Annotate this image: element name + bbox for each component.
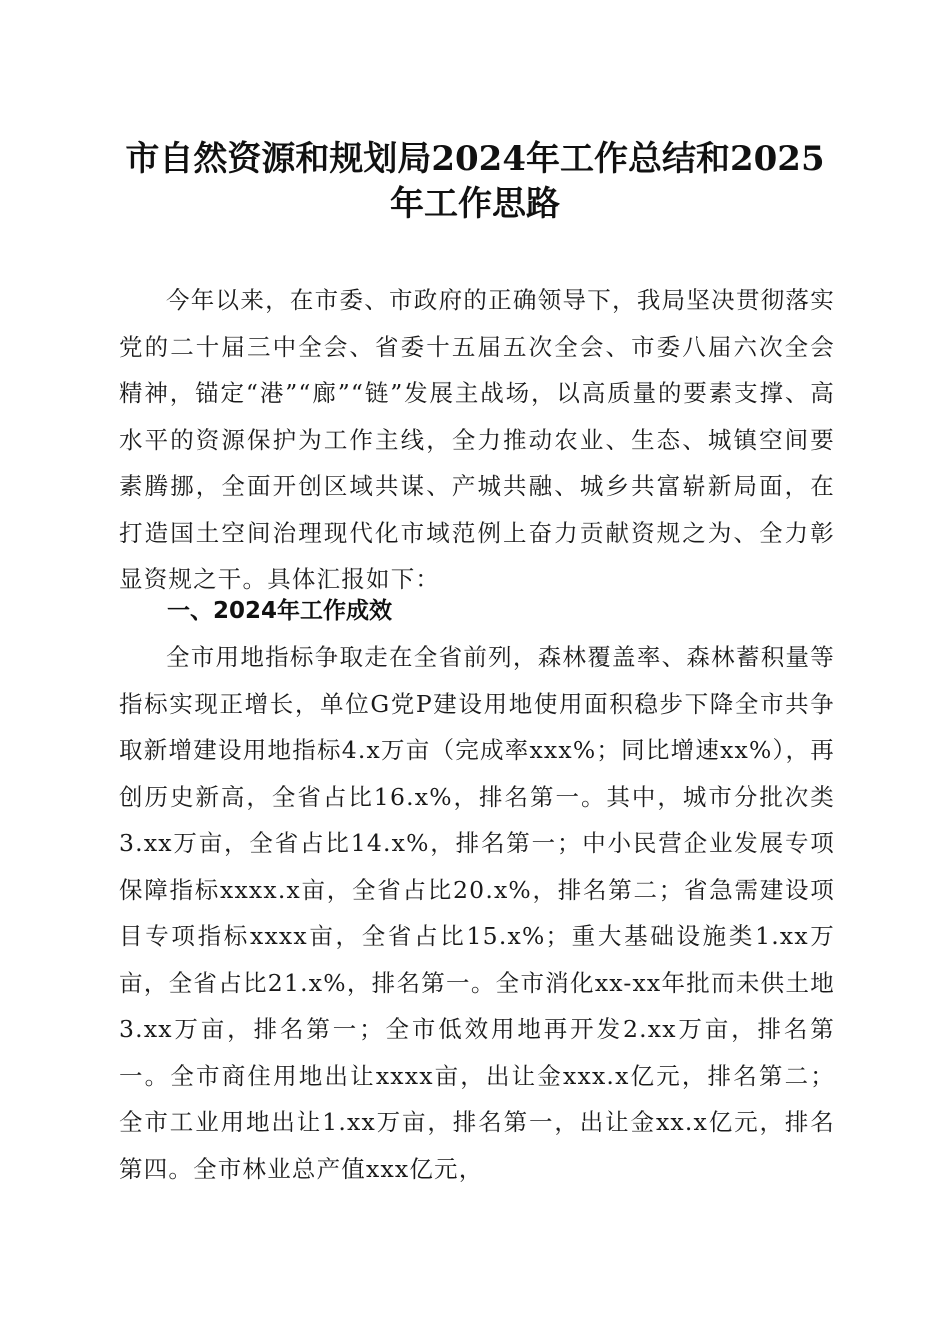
document-title: 市自然资源和规划局2024年工作总结和2025年工作思路 [125,139,825,224]
intro-paragraph: 今年以来，在市委、市政府的正确领导下，我局坚决贯彻落实党的二十届三中全会、省委十五届五次全会、市委八届六次全会精神，锚定“港”“廊”“链”发展主战场，以高质量的要素支撑、高水平的资源保护为工作主线，全力推动农业、生态、城镇空间要素腾挪，全面开创区域共谋、产城共融、城乡共富崭新局面，在打造国土空间治理现代化市域范例上奋力贡献资规之为、全力彰显资规之干。具体汇报如下： [119,286,835,593]
section-paragraph: 全市用地指标争取走在全省前列，森林覆盖率、森林蓄积量等指标实现正增长，单位G党P建设用地使用面积稳步下降全市共争取新增建设用地指标4.x万亩（完成率xxx%；同比增速xx%），再创历史新高，全省占比16.x%，排名第一。其中，城市分批次类3.xx万亩，全省占比14.x%，排名第一；中小民营企业发展专项保障指标xxxx.x亩，全省占比20.x%，排名第二；省急需建设项目专项指标xxxx亩，全省占比15.x%；重大基础设施类1.xx万亩，全省占比21.x%，排名第一。全市消化xx-xx年批而未供土地3.xx万亩，排名第一；全市低效用地再开发2.xx万亩，排名第一。全市商住用地出让xxxx亩，出让金xxx.x亿元，排名第二；全市工业用地出让1.xx万亩，排名第一，出让金xx.x亿元，排名第四。全市林业总产值xxx亿元， [119,643,835,1183]
section-heading: 一、2024年工作成效 [167,598,393,624]
